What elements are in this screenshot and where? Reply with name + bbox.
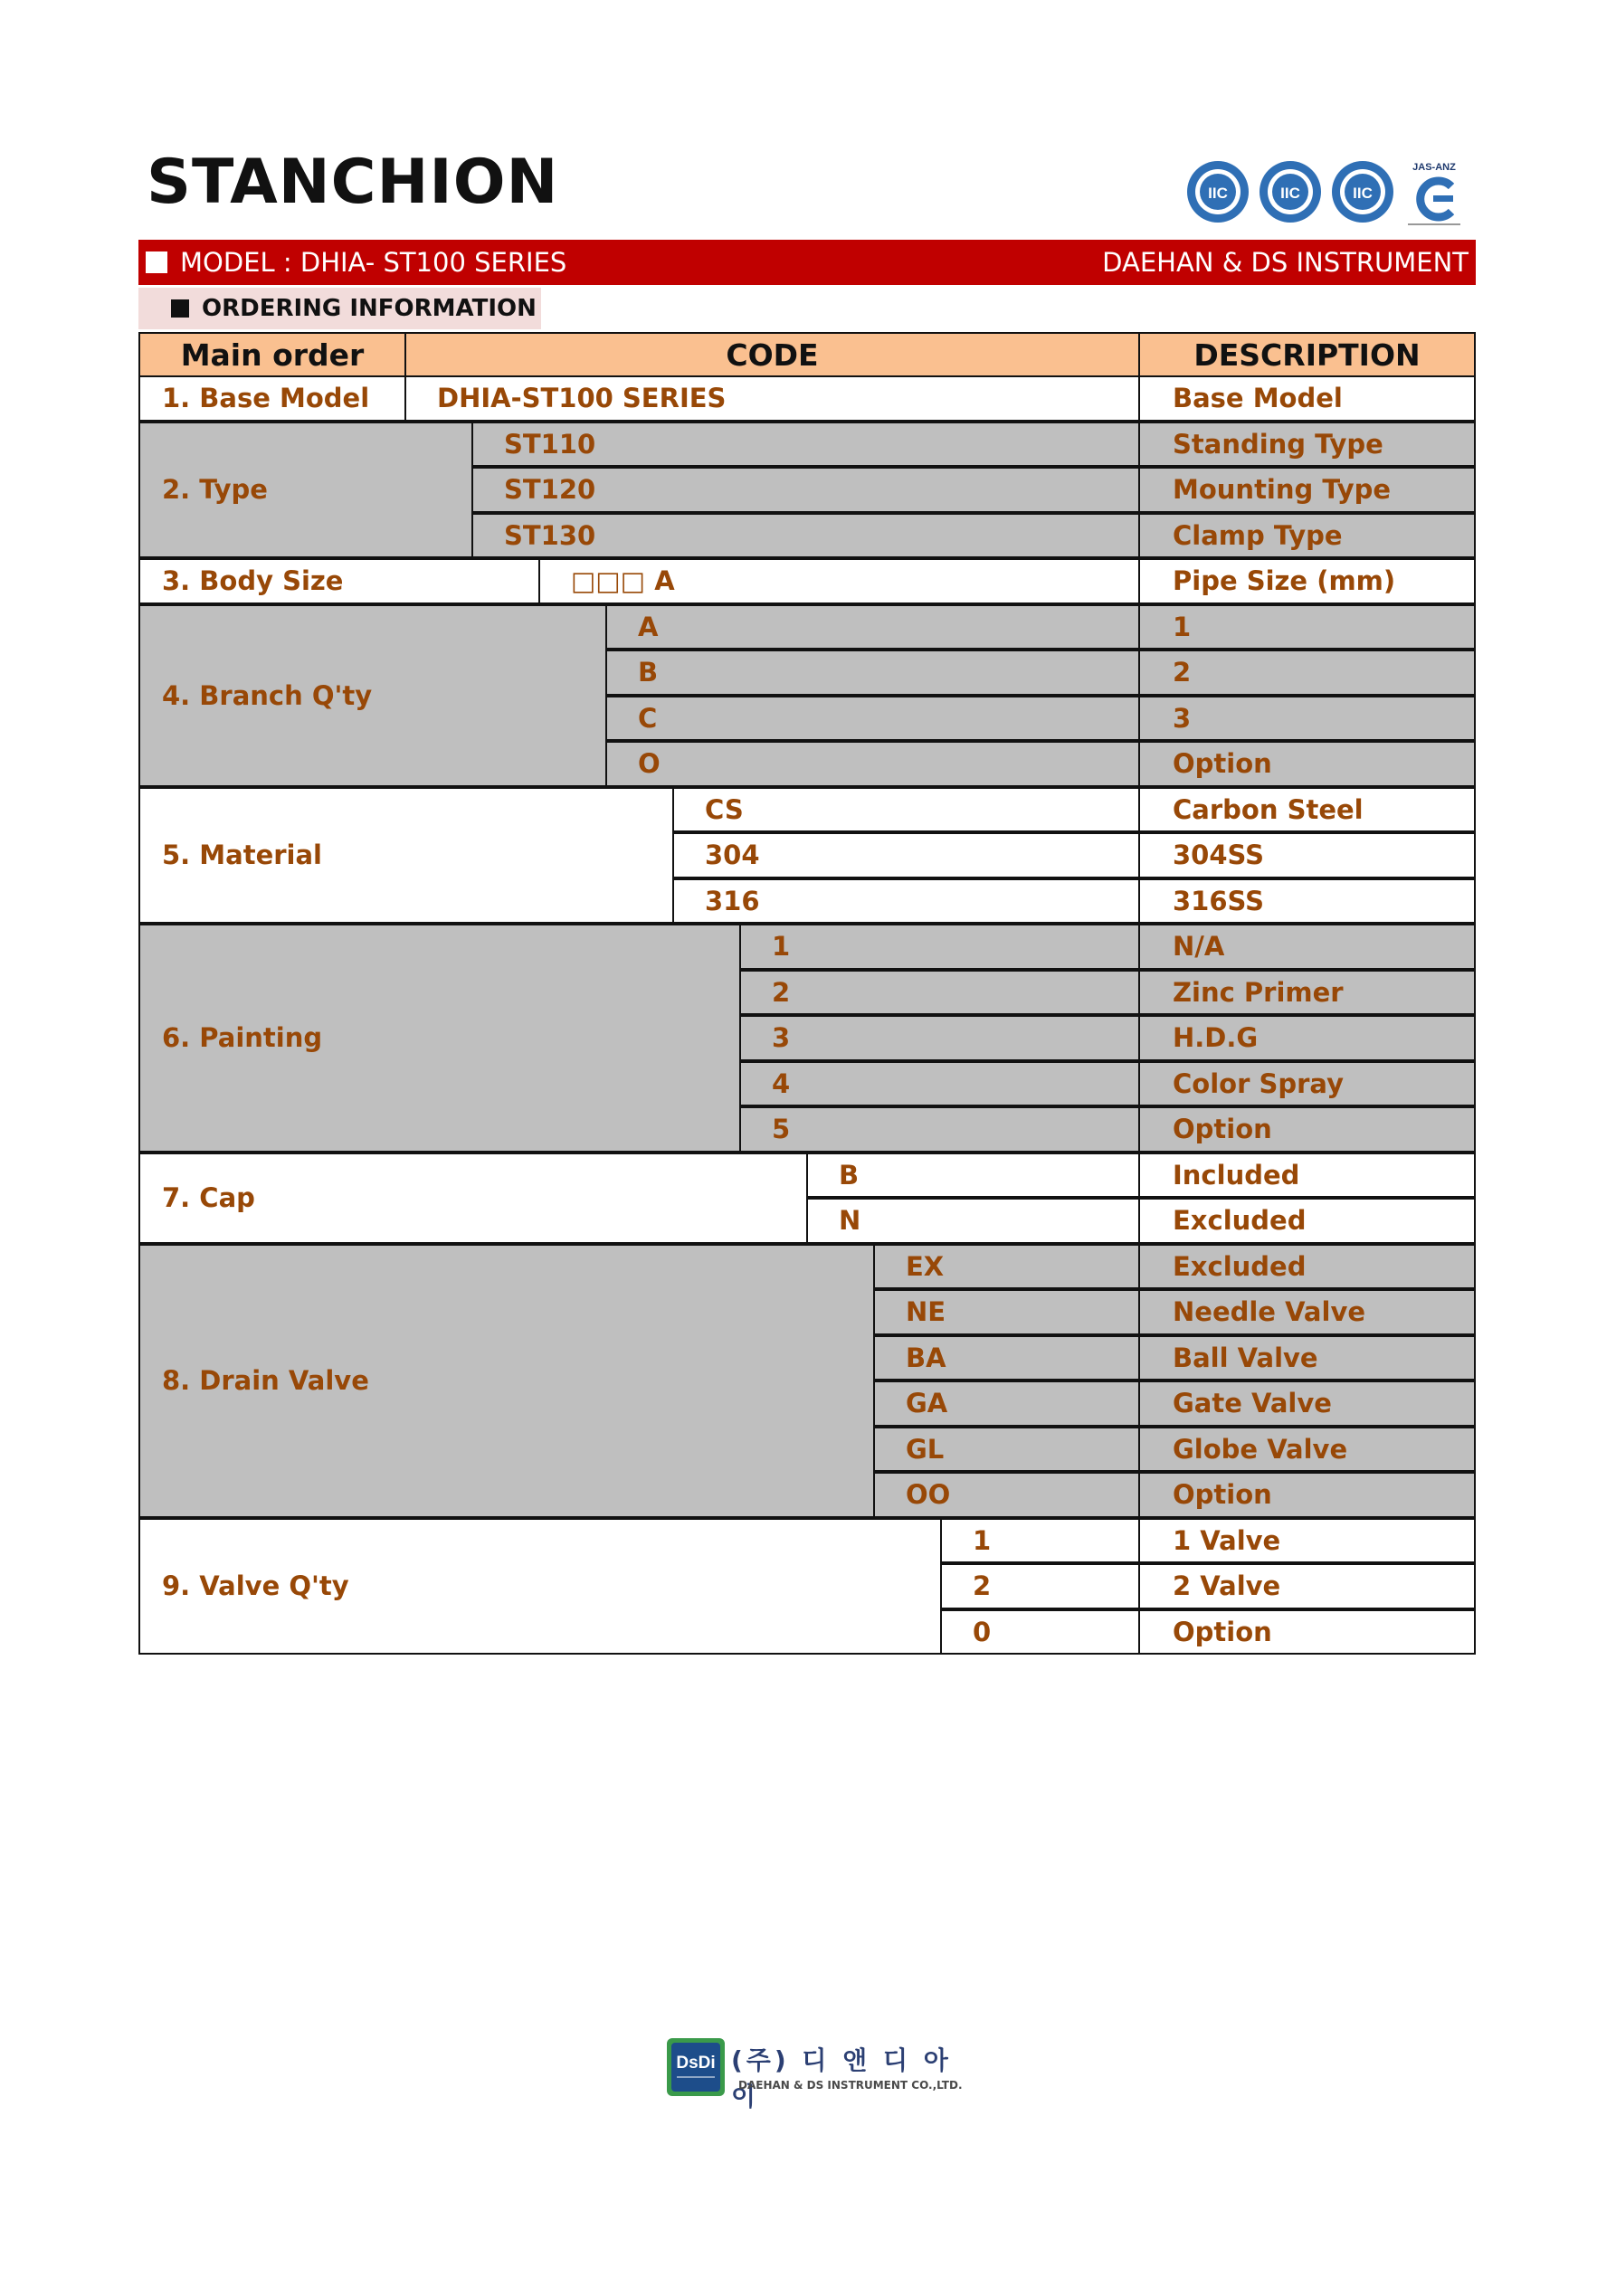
description-cell: 2 (1138, 650, 1476, 696)
main-order-label: 4. Branch Q'ty (162, 679, 373, 711)
code-cell: A (605, 604, 1140, 650)
description-cell: Option (1138, 1609, 1476, 1656)
code-cell: EX (873, 1244, 1140, 1290)
code-cell: □□□ A (538, 558, 1140, 604)
code-cell: N (806, 1198, 1140, 1244)
logo-text: DsDi (676, 2054, 716, 2073)
code-cell: OO (873, 1472, 1140, 1518)
code-cell: B (806, 1153, 1140, 1199)
ordering-info-heading: ORDERING INFORMATION (202, 295, 537, 322)
code-cell: 2 (739, 970, 1140, 1016)
code-cell: 3 (739, 1015, 1140, 1061)
description-cell: N/A (1138, 924, 1476, 970)
description-cell: Color Spray (1138, 1061, 1476, 1107)
code-cell: 1 (739, 924, 1140, 970)
description-cell: 316SS (1138, 878, 1476, 925)
code-cell: NE (873, 1289, 1140, 1335)
column-header-main-order: Main order (138, 332, 406, 377)
description-cell: Pipe Size (mm) (1138, 558, 1476, 604)
description-cell: Option (1138, 1472, 1476, 1518)
cert-text: IIC (1353, 185, 1373, 202)
description-cell: Excluded (1138, 1244, 1476, 1290)
description-cell: Mounting Type (1138, 467, 1476, 513)
column-header-description: DESCRIPTION (1138, 332, 1476, 377)
main-order-label: 1. Base Model (162, 383, 370, 414)
description-cell: Included (1138, 1153, 1476, 1199)
main-order-label: 5. Material (162, 840, 323, 871)
code-cell: C (605, 696, 1140, 742)
main-order-label: 6. Painting (162, 1022, 323, 1054)
description-cell: Option (1138, 741, 1476, 787)
code-cell: ST130 (471, 513, 1140, 559)
description-cell: Option (1138, 1106, 1476, 1153)
company-name-english: DAEHAN & DS INSTRUMENT CO.,LTD. (738, 2079, 963, 2092)
main-order-label: 7. Cap (162, 1182, 255, 1214)
description-cell: Carbon Steel (1138, 787, 1476, 833)
description-cell: Globe Valve (1138, 1427, 1476, 1473)
main-order-label: 9. Valve Q'ty (162, 1570, 349, 1602)
description-cell: 304SS (1138, 832, 1476, 878)
code-cell: O (605, 741, 1140, 787)
description-cell: Base Model (1138, 375, 1476, 422)
iso-14001-badge-icon (1258, 159, 1323, 224)
jas-anz-badge-icon (1406, 159, 1462, 228)
code-cell: 316 (672, 878, 1140, 925)
description-cell: 2 Valve (1138, 1563, 1476, 1609)
company-name-korean: (주) 디 앤 디 아 이 (731, 2045, 952, 2111)
ordering-table (138, 332, 1476, 1660)
code-cell: 304 (672, 832, 1140, 878)
code-cell: 4 (739, 1061, 1140, 1107)
code-cell: ST110 (471, 422, 1140, 468)
description-cell: Gate Valve (1138, 1380, 1476, 1427)
footer-company-logo (666, 2037, 965, 2111)
iso-45001-badge-icon (1330, 159, 1395, 224)
code-cell: ST120 (471, 467, 1140, 513)
description-cell: H.D.G (1138, 1015, 1476, 1061)
column-header-code: CODE (404, 332, 1140, 377)
code-cell: 2 (940, 1563, 1140, 1609)
code-cell: 0 (940, 1609, 1140, 1656)
model-name: MODEL : DHIA- ST100 SERIES (180, 247, 567, 278)
description-cell: Ball Valve (1138, 1335, 1476, 1381)
description-cell: Needle Valve (1138, 1289, 1476, 1335)
code-cell: 5 (739, 1106, 1140, 1153)
code-cell: B (605, 650, 1140, 696)
cert-text: JAS-ANZ (1412, 162, 1456, 173)
company-name: DAEHAN & DS INSTRUMENT (1102, 247, 1469, 278)
description-cell: 1 Valve (1138, 1518, 1476, 1564)
square-bullet-icon (146, 251, 167, 273)
cert-text: IIC (1208, 185, 1228, 202)
code-cell: GA (873, 1380, 1140, 1427)
description-cell: Zinc Primer (1138, 970, 1476, 1016)
square-bullet-icon (171, 299, 189, 318)
cert-text: IIC (1280, 185, 1300, 202)
page-title: STANCHION (147, 147, 559, 218)
code-cell: DHIA-ST100 SERIES (404, 375, 1140, 422)
main-order-label: 8. Drain Valve (162, 1365, 369, 1397)
ordering-info-heading-bar (138, 288, 541, 329)
iso-9001-badge-icon (1185, 159, 1250, 224)
main-order-label: 3. Body Size (162, 565, 344, 597)
company-logo-icon (666, 2037, 726, 2097)
description-cell: Standing Type (1138, 422, 1476, 468)
code-cell: CS (672, 787, 1140, 833)
description-cell: Excluded (1138, 1198, 1476, 1244)
description-cell: Clamp Type (1138, 513, 1476, 559)
code-cell: 1 (940, 1518, 1140, 1564)
code-cell: BA (873, 1335, 1140, 1381)
main-order-label: 2. Type (162, 474, 268, 506)
code-cell: GL (873, 1427, 1140, 1473)
description-cell: 3 (1138, 696, 1476, 742)
model-bar (138, 240, 1476, 285)
description-cell: 1 (1138, 604, 1476, 650)
